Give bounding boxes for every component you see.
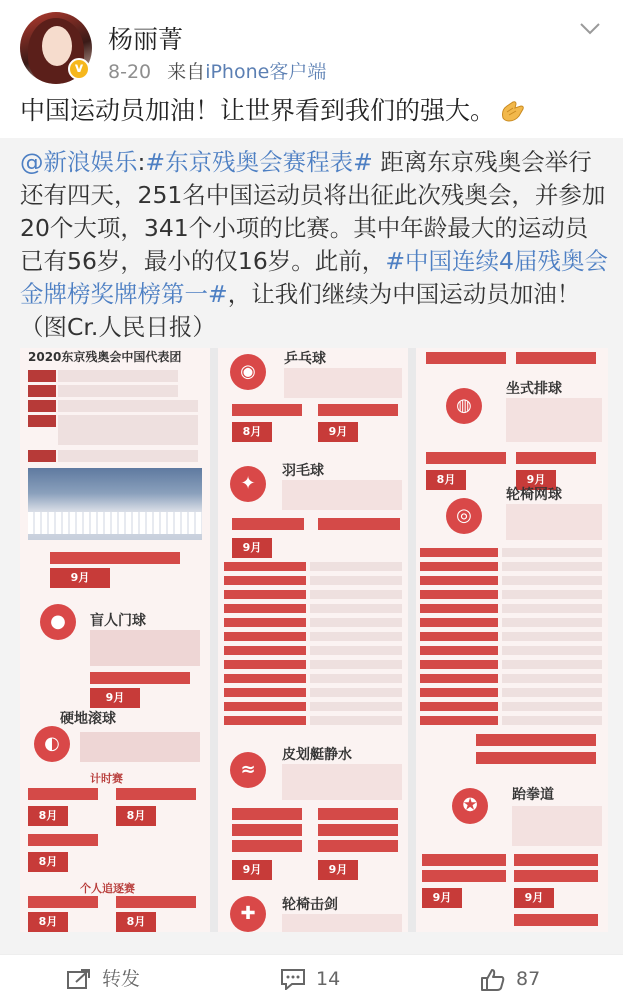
infographic-column-3 xyxy=(416,348,608,932)
date-box: 9月 xyxy=(514,888,554,908)
post-date: 8-20 xyxy=(108,61,152,83)
sport-title-canoe: 皮划艇静水 xyxy=(282,747,352,763)
repost-label: 转发 xyxy=(102,968,141,990)
infographic-image[interactable] xyxy=(20,348,608,932)
repost-body-1: 距离东京残奥会举行还有四天，251名中国运动员将出征此次残奥会，并参加20个大项，341个小项的比赛。其中年龄最大的运动员已有56岁，最小的仅16岁。此前， xyxy=(20,148,606,275)
mention-sep: : xyxy=(137,148,146,176)
like-count: 87 xyxy=(516,968,541,990)
date-box: 9月 xyxy=(232,538,272,558)
comment-button[interactable] xyxy=(280,965,380,993)
repost-body-2: ，让我们继续为中国运动员加油！（图Cr.人民日报） xyxy=(20,280,581,341)
repost-text xyxy=(20,146,610,344)
date-box: 8月 xyxy=(28,912,68,932)
taekwondo-icon: ✪ xyxy=(452,788,488,824)
post-meta xyxy=(108,57,326,84)
boccia-icon: ◐ xyxy=(34,726,70,762)
mention-link[interactable]: @新浪娱乐 xyxy=(20,148,138,176)
sport-title-boccia: 硬地滚球 xyxy=(60,711,116,727)
sport-title-wheelchair-tennis: 轮椅网球 xyxy=(506,487,562,503)
sport-title-wheelchair-fencing: 轮椅击剑 xyxy=(282,897,338,913)
fencing-icon: ✚ xyxy=(230,896,266,932)
comment-count: 14 xyxy=(316,968,341,990)
source-client-link[interactable]: iPhone客户端 xyxy=(205,61,327,83)
date-box: 9月 xyxy=(516,470,556,490)
hashtag-link-schedule[interactable]: #东京残奥会赛程表# xyxy=(145,148,373,176)
chevron-down-icon[interactable] xyxy=(579,22,601,36)
repost-button[interactable] xyxy=(66,965,176,993)
thumbs-up-icon xyxy=(480,968,506,992)
delegation-photo xyxy=(28,468,202,540)
canoe-icon: ≈ xyxy=(230,752,266,788)
subtitle-time-trial: 计时赛 xyxy=(90,772,123,785)
subtitle-pursuit: 个人追逐赛 xyxy=(80,882,135,895)
date-box: 9月 xyxy=(90,688,140,708)
hashtag-link-medal[interactable]: #中国连续4届残奥会金牌榜奖牌榜第一# xyxy=(20,247,608,308)
delegation-title: 2020东京残奥会中国代表团 xyxy=(28,350,182,364)
source-prefix: 来自 xyxy=(167,61,206,83)
username[interactable]: 杨丽菁 xyxy=(108,25,184,54)
share-icon xyxy=(66,968,92,990)
date-box: 8月 xyxy=(426,470,466,490)
comment-icon xyxy=(280,968,306,990)
volleyball-icon: ◍ xyxy=(446,388,482,424)
post-text xyxy=(20,92,610,130)
infographic-column-1 xyxy=(20,348,210,932)
date-box: 9月 xyxy=(232,860,272,880)
date-box: 9月 xyxy=(422,888,462,908)
date-box: 9月 xyxy=(318,422,358,442)
like-button[interactable] xyxy=(480,965,580,993)
sport-title-taekwondo: 跆拳道 xyxy=(512,787,554,803)
date-box: 9月 xyxy=(318,860,358,880)
sport-title-table-tennis: 乒乓球 xyxy=(284,351,326,367)
infographic-column-2 xyxy=(218,348,408,932)
date-box: 8月 xyxy=(28,852,68,872)
badminton-icon: ✦ xyxy=(230,466,266,502)
goalball-icon: ● xyxy=(40,604,76,640)
date-box: 8月 xyxy=(232,422,272,442)
post-text-content: 中国运动员加油！让世界看到我们的强大。 xyxy=(20,96,496,125)
tennis-icon: ◎ xyxy=(446,498,482,534)
table-tennis-icon: ◉ xyxy=(230,354,266,390)
action-bar xyxy=(0,954,623,1000)
verified-badge-icon: v xyxy=(68,58,90,80)
repost-card[interactable] xyxy=(0,138,623,954)
sport-title-goalball: 盲人门球 xyxy=(90,613,146,629)
clapping-hands-icon xyxy=(499,100,527,122)
sport-title-sitting-volleyball: 坐式排球 xyxy=(506,381,562,397)
date-box: 9月 xyxy=(50,568,110,588)
sport-title-badminton: 羽毛球 xyxy=(282,463,324,479)
date-box: 8月 xyxy=(116,912,156,932)
date-box: 8月 xyxy=(116,806,156,826)
date-box: 8月 xyxy=(28,806,68,826)
